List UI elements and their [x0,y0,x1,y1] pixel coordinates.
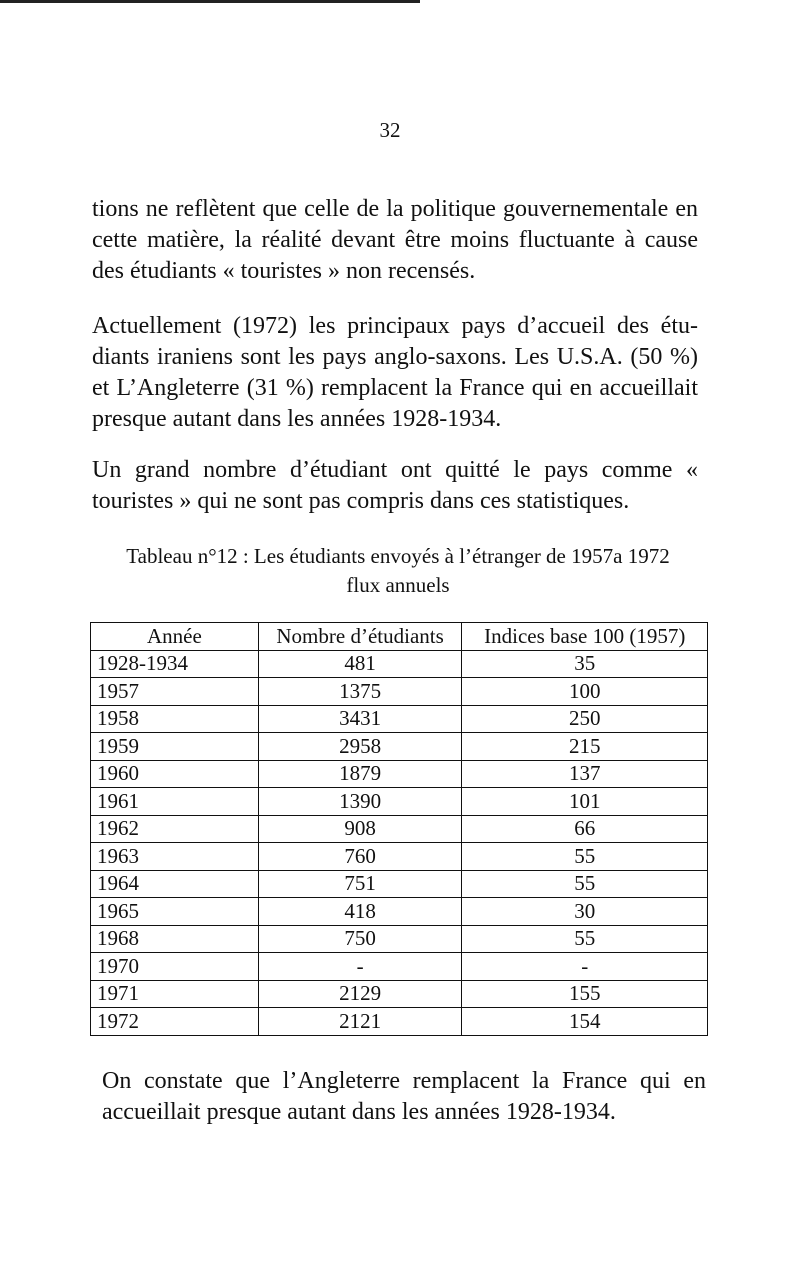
cell-year: 1960 [91,760,259,788]
cell-year: 1972 [91,1008,259,1036]
cell-year: 1968 [91,925,259,953]
cell-index: 66 [462,815,708,843]
table-row [91,980,708,1008]
cell-students: 1879 [258,760,462,788]
table-row [91,705,708,733]
cell-year: 1963 [91,843,259,871]
cell-index: 137 [462,760,708,788]
cell-year: 1928-1934 [91,650,259,678]
cell-students: 908 [258,815,462,843]
cell-year: 1965 [91,898,259,926]
cell-students: 2129 [258,980,462,1008]
cell-index: - [462,953,708,981]
table-row [91,650,708,678]
table-row [91,843,708,871]
paragraph-1: tions ne reflètent que celle de la politique gouvernementale en cette matière, la réalité devant être moins fluctuante à cause des étudiants « touristes » non recensés. [92,196,698,284]
cell-index: 35 [462,650,708,678]
cell-year: 1964 [91,870,259,898]
table-row [91,760,708,788]
table-row [91,898,708,926]
cell-year: 1961 [91,788,259,816]
paragraph-2: Actuellement (1972) les principaux pays d’accueil des étu-diants iraniens sont les pays anglo-saxons. Les U.S.A. (50 %) et L’Angleterre (31 %) remplacent la France qui en accueillait presque autant dans les années 1928-1934. [92,313,698,432]
header-students: Nombre d’étudiants [258,623,462,651]
cell-index: 155 [462,980,708,1008]
students-table [90,622,708,1036]
table-row [91,788,708,816]
table-row [91,815,708,843]
table-row [91,733,708,761]
cell-students: 2121 [258,1008,462,1036]
cell-index: 55 [462,925,708,953]
table-row [91,925,708,953]
cell-year: 1962 [91,815,259,843]
cell-index: 100 [462,678,708,706]
table-row [91,1008,708,1036]
table-header-row [91,623,708,651]
cell-year: 1959 [91,733,259,761]
top-rule [0,0,420,3]
table-row [91,870,708,898]
cell-index: 55 [462,870,708,898]
page-number: 32 [379,118,401,142]
cell-students: 481 [258,650,462,678]
cell-students: 1375 [258,678,462,706]
cell-year: 1971 [91,980,259,1008]
cell-students: 2958 [258,733,462,761]
cell-index: 154 [462,1008,708,1036]
cell-index: 250 [462,705,708,733]
cell-year: 1957 [91,678,259,706]
cell-index: 101 [462,788,708,816]
table-row [91,953,708,981]
cell-index: 55 [462,843,708,871]
cell-students: 418 [258,898,462,926]
cell-year: 1970 [91,953,259,981]
cell-index: 215 [462,733,708,761]
paragraph-4: On constate que l’Angleterre remplacent la France qui en accueillait presque autant dans les années 1928-1934. [102,1068,706,1125]
cell-students: 1390 [258,788,462,816]
table-caption [90,542,706,600]
table-caption-title: Tableau n°12 : Les étudiants envoyés à l’étranger de 1957a 1972 [126,544,670,568]
header-year: Année [91,623,259,651]
cell-index: 30 [462,898,708,926]
paragraph-3: Un grand nombre d’étudiant ont quitté le pays comme « touristes » qui ne sont pas compris dans ces statistiques. [92,457,698,514]
cell-students: 750 [258,925,462,953]
table-row [91,678,708,706]
cell-students: 751 [258,870,462,898]
cell-students: 760 [258,843,462,871]
cell-students: 3431 [258,705,462,733]
table-caption-subtitle: flux annuels [346,573,450,597]
cell-students: - [258,953,462,981]
header-index: Indices base 100 (1957) [462,623,708,651]
cell-year: 1958 [91,705,259,733]
